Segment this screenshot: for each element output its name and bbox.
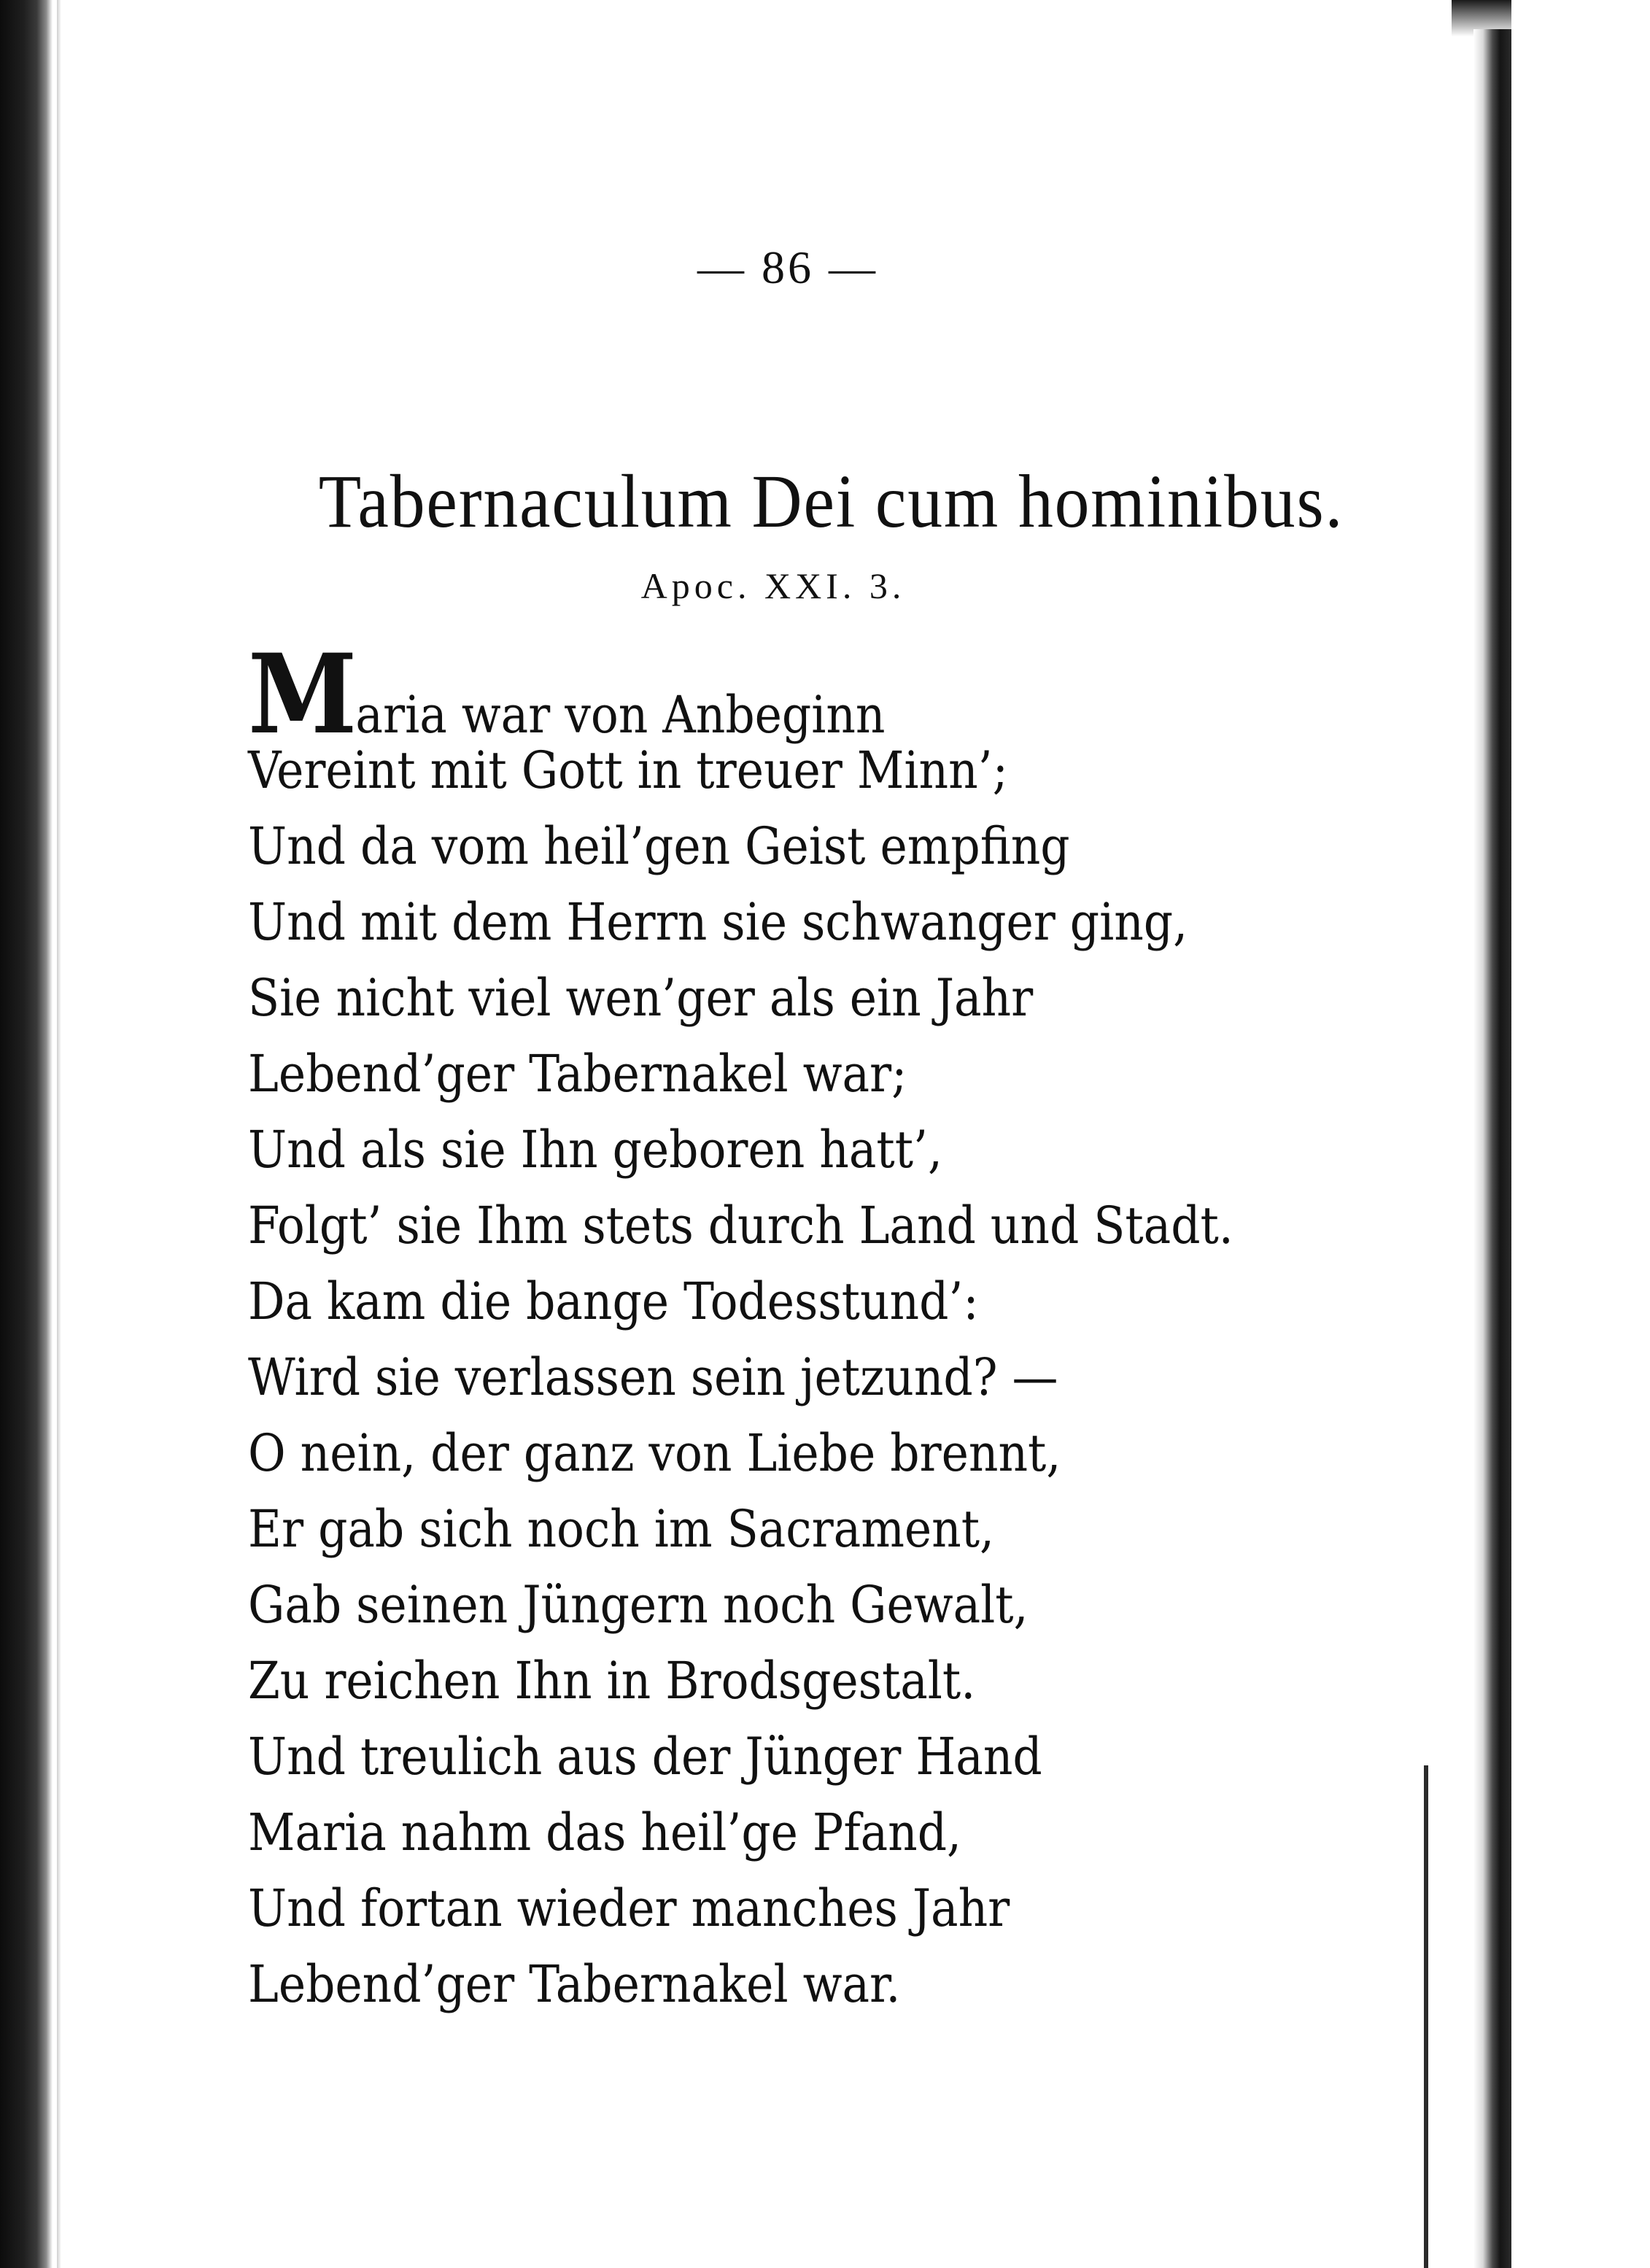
- poem-line: Maria nahm das heil’ge Pfand,: [248, 1803, 962, 1862]
- poem-line: Wird sie verlassen sein jetzund? —: [248, 1347, 1058, 1407]
- poem-line: Und treulich aus der Jünger Hand: [248, 1727, 1042, 1787]
- poem-line: Lebend’ger Tabernakel war;: [248, 1044, 907, 1104]
- poem-line: Lebend’ger Tabernakel war.: [248, 1954, 901, 2014]
- drop-cap-initial: M: [248, 630, 355, 759]
- poem-line: Gab seinen Jüngern noch Gewalt,: [248, 1575, 1029, 1635]
- poem-line: Und als sie Ihn geboren hatt’,: [248, 1120, 942, 1180]
- poem-title: Tabernaculum Dei cum hominibus.: [318, 460, 1344, 543]
- poem-line-text: aria war von Anbeginn: [355, 685, 886, 745]
- page-edge: [1473, 29, 1511, 2268]
- poem-line: [248, 630, 1284, 759]
- poem-line: Da kam die bange Todesstund’:: [248, 1272, 979, 1331]
- scripture-reference: Apoc. XXI. 3.: [640, 565, 906, 606]
- poem-line: Vereint mit Gott in treuer Minn’;: [248, 740, 1008, 800]
- poem-line: Zu reichen Ihn in Brodsgestalt.: [248, 1651, 976, 1711]
- poem-line: Sie nicht viel wen’ger als ein Jahr: [248, 968, 1034, 1028]
- poem-line: Folgt’ sie Ihm stets durch Land und Stadt.: [248, 1196, 1233, 1255]
- poem-line: Und mit dem Herrn sie schwanger ging,: [248, 892, 1188, 952]
- page-number: — 86 —: [697, 241, 878, 293]
- poem-line: O nein, der ganz von Liebe brennt,: [248, 1423, 1061, 1483]
- book-binding-edge: [0, 0, 53, 2268]
- poem-line: Er gab sich noch im Sacrament,: [248, 1499, 995, 1559]
- poem-body: [248, 630, 1284, 2022]
- poem-line: Und fortan wieder manches Jahr: [248, 1878, 1010, 1938]
- page-border-line: [1424, 1765, 1428, 2268]
- binding-shadow: [57, 0, 61, 2268]
- scan-margin: [1511, 0, 1650, 2268]
- poem-line: Und da vom heil’gen Geist empfing: [248, 816, 1070, 876]
